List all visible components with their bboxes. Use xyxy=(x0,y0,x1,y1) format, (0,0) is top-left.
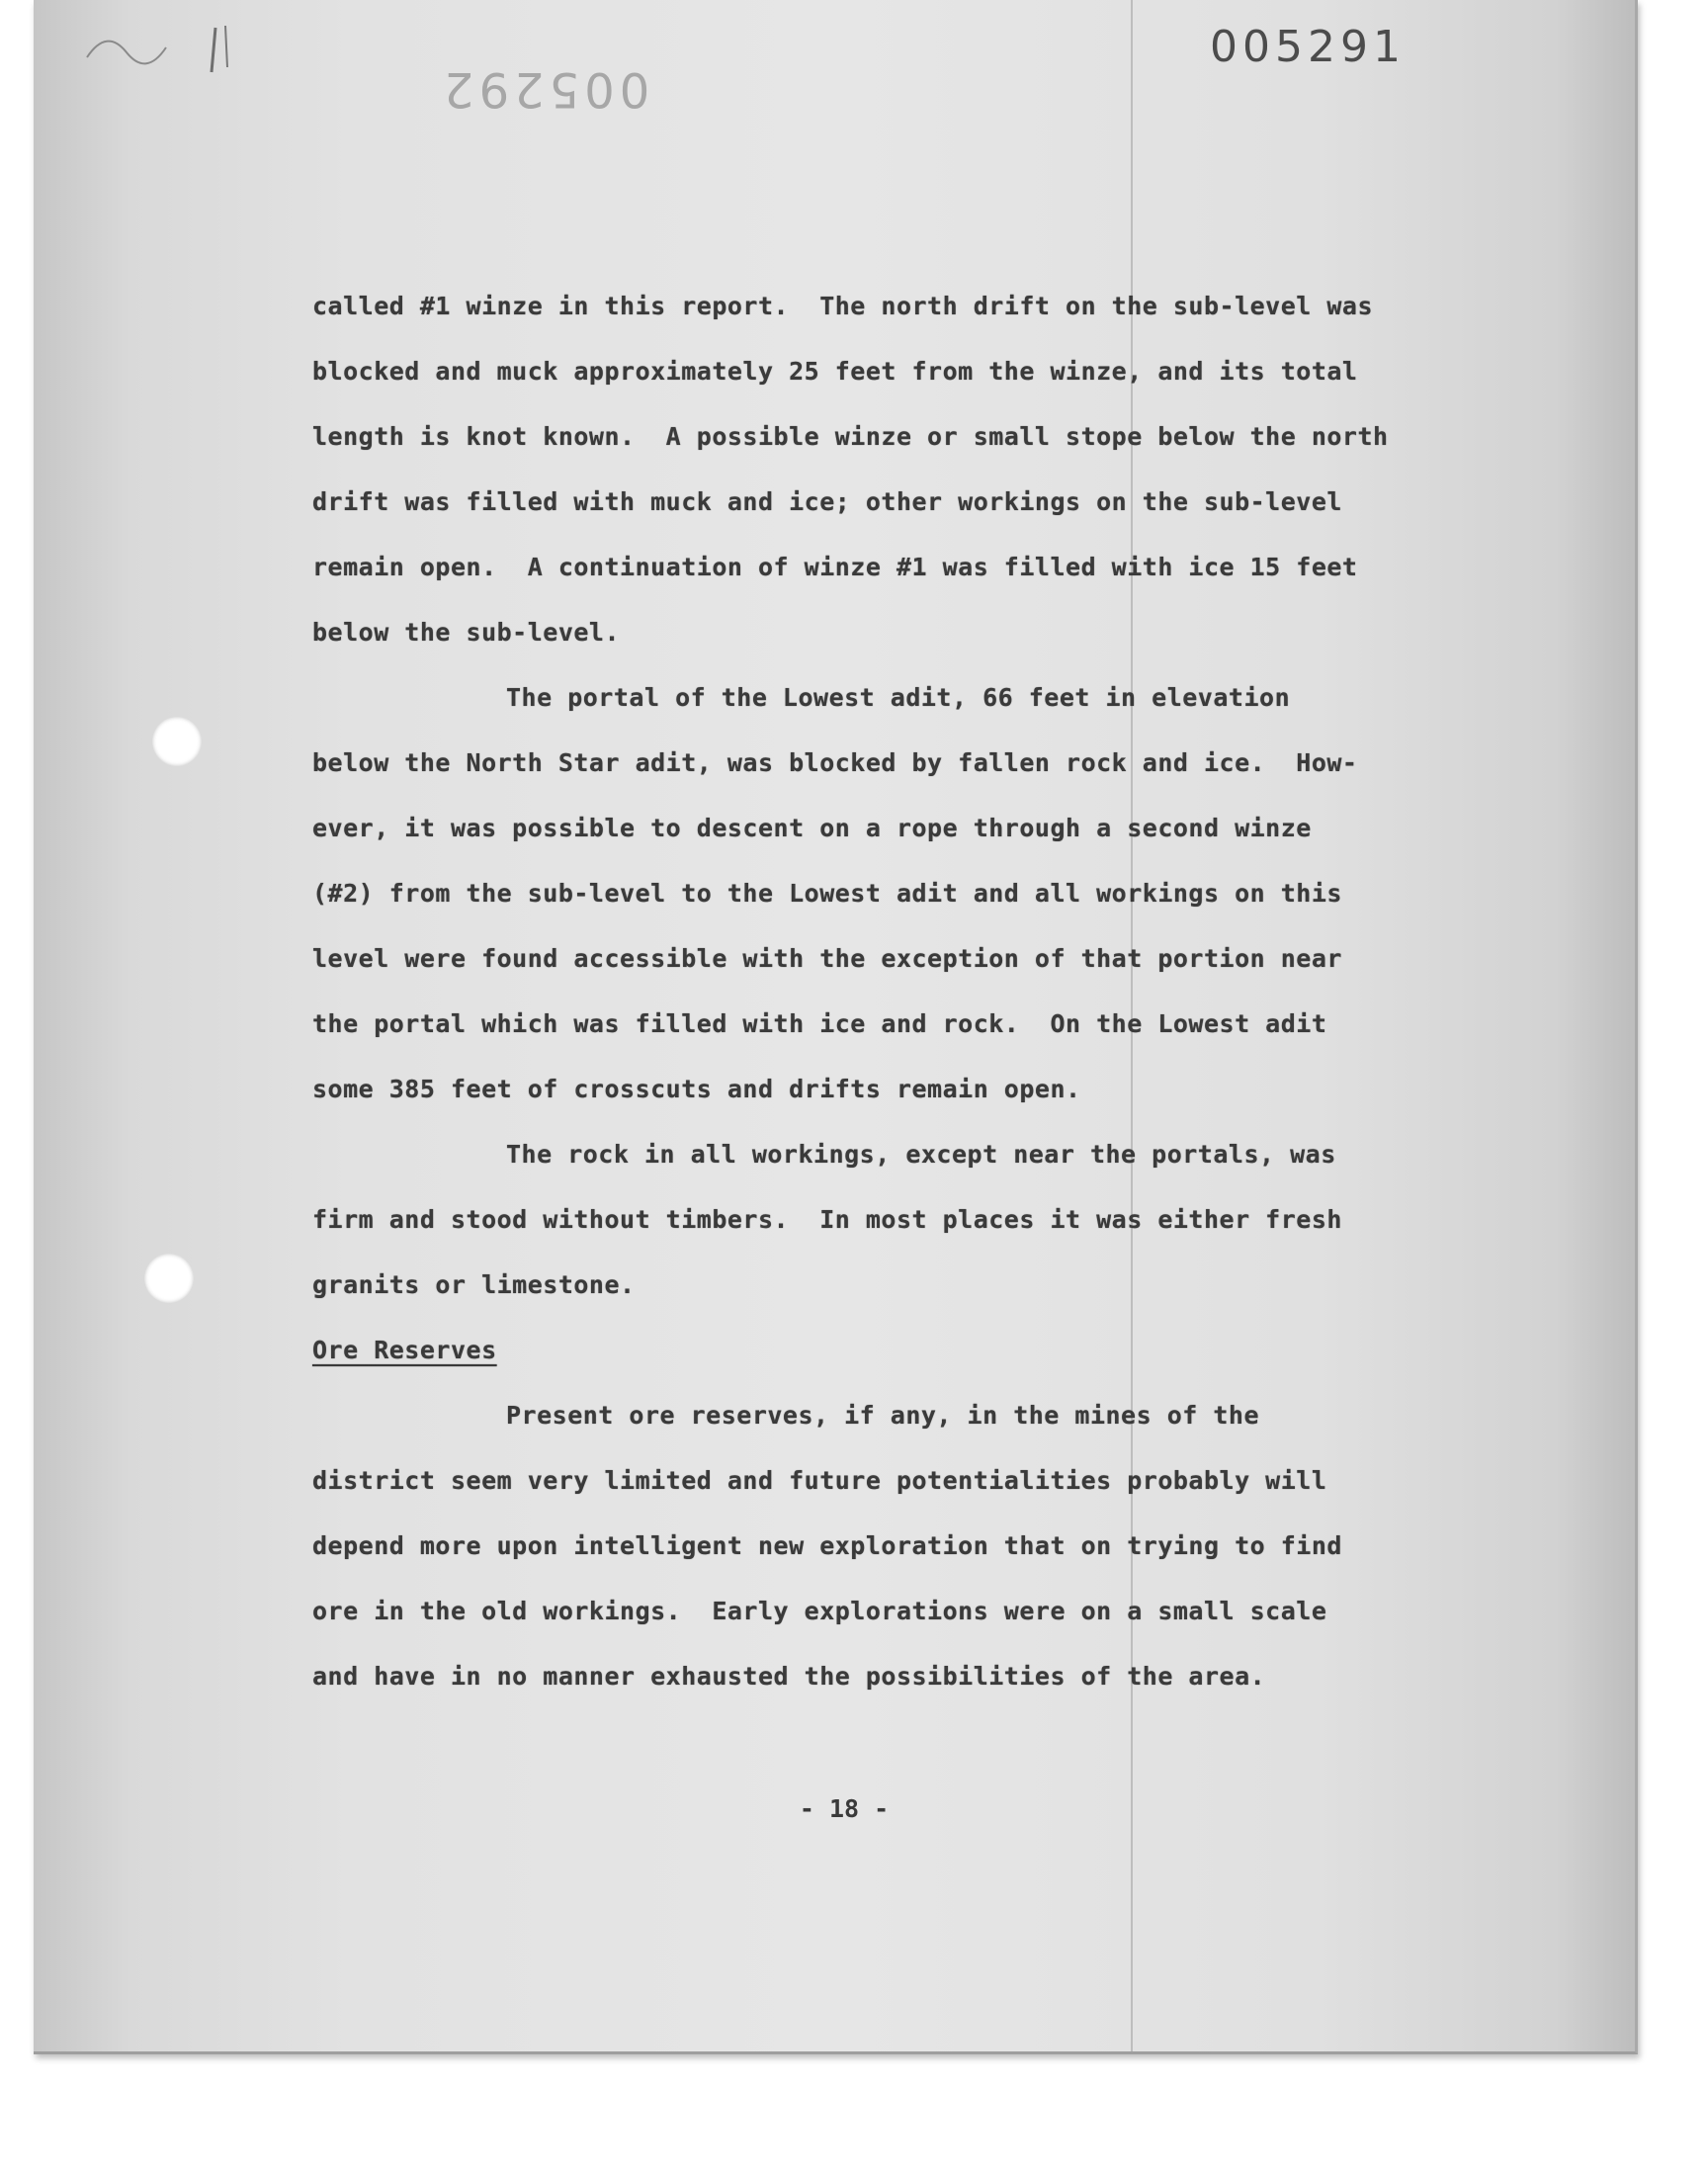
text-line: granits or limestone. xyxy=(312,1270,636,1299)
paper-sheet xyxy=(34,0,1638,2054)
text-line: district seem very limited and future potentialities probably will xyxy=(312,1466,1327,1495)
text-line: below the sub-level. xyxy=(312,618,621,647)
text-line: called #1 winze in this report. The north drift on the sub-level was xyxy=(312,292,1374,320)
bleed-through-stamp: 005292 xyxy=(439,61,650,117)
document-number-stamp: 005291 xyxy=(1210,22,1406,72)
text-line: Present ore reserves, if any, in the mines of the xyxy=(506,1401,1260,1430)
text-line: length is knot known. A possible winze or small stope below the north xyxy=(312,422,1389,451)
text-line: ore in the old workings. Early explorations were on a small scale xyxy=(312,1597,1327,1625)
text-line: firm and stood without timbers. In most places it was either fresh xyxy=(312,1205,1342,1234)
text-line: below the North Star adit, was blocked by fallen rock and ice. How- xyxy=(312,748,1358,777)
text-line: depend more upon intelligent new exploration that on trying to find xyxy=(312,1531,1342,1560)
text-line: ever, it was possible to descent on a rope through a second winze xyxy=(312,814,1312,842)
section-heading: Ore Reserves xyxy=(312,1336,497,1364)
text-line: The portal of the Lowest adit, 66 feet in elevation xyxy=(506,683,1291,712)
punch-hole-upper xyxy=(152,717,202,766)
punch-hole-lower xyxy=(144,1254,194,1303)
text-line: remain open. A continuation of winze #1 was filled with ice 15 feet xyxy=(312,553,1358,581)
text-line: some 385 feet of crosscuts and drifts remain open. xyxy=(312,1075,1081,1103)
page-number: - 18 - xyxy=(799,1794,890,1823)
text-line: and have in no manner exhausted the possibilities of the area. xyxy=(312,1662,1266,1691)
text-line: The rock in all workings, except near the portals, was xyxy=(506,1140,1336,1169)
text-line: blocked and muck approximately 25 feet from the winze, and its total xyxy=(312,357,1358,386)
report-body xyxy=(312,287,1479,1722)
text-line: drift was filled with muck and ice; other workings on the sub-level xyxy=(312,487,1342,516)
text-line: (#2) from the sub-level to the Lowest adit and all workings on this xyxy=(312,879,1342,908)
handwritten-mark xyxy=(77,18,275,77)
text-line: the portal which was filled with ice and rock. On the Lowest adit xyxy=(312,1009,1327,1038)
text-line: level were found accessible with the exception of that portion near xyxy=(312,944,1342,973)
